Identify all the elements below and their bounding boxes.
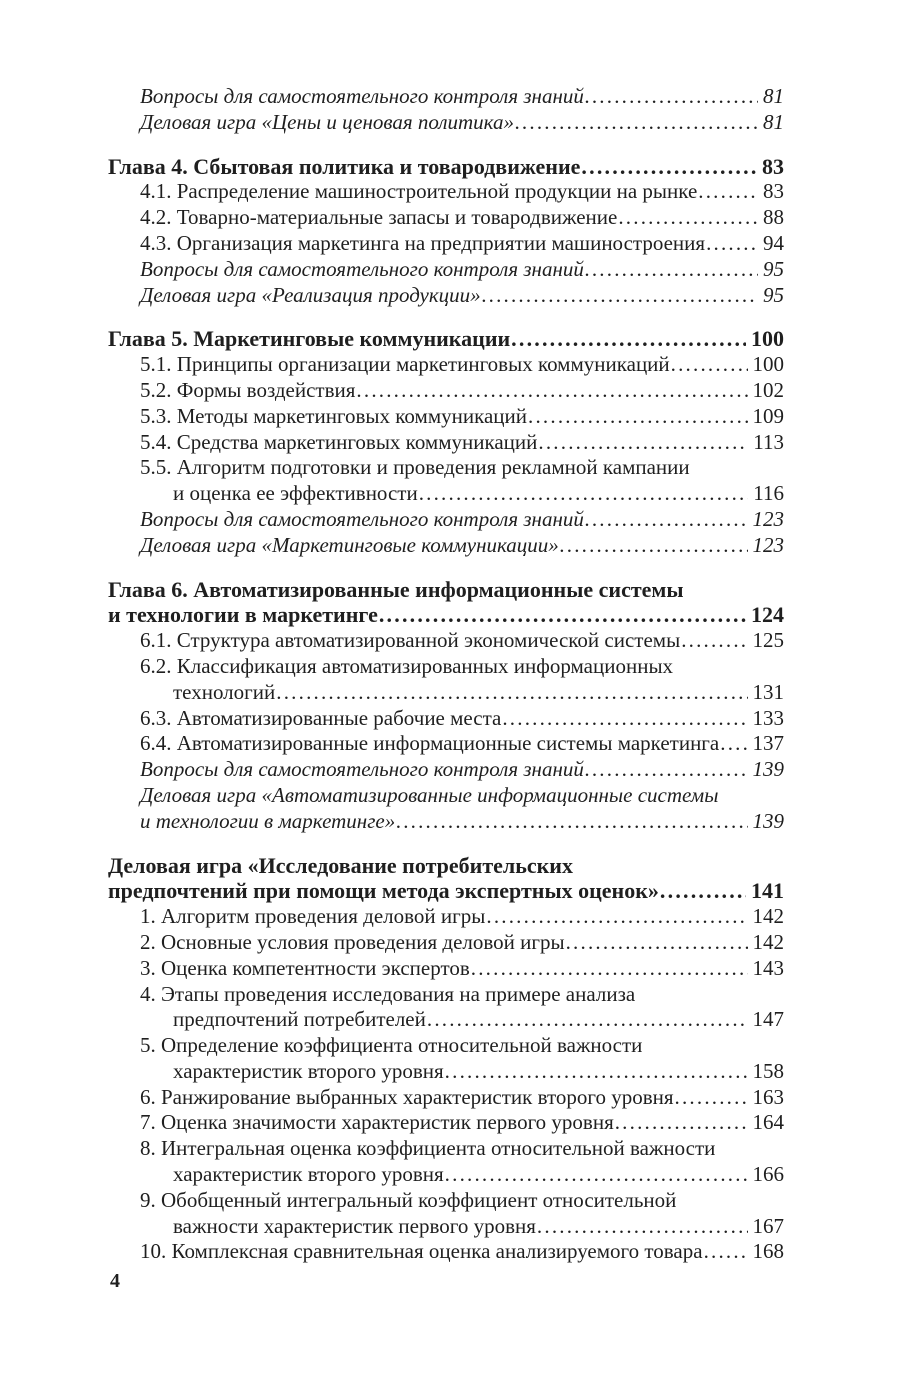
toc-entry-text: 3. Оценка компетентности экспертов [140, 955, 470, 980]
toc-chapter-heading-continuation [108, 602, 784, 628]
toc-entry [108, 231, 784, 257]
toc-entry [108, 757, 784, 783]
dot-leader [510, 326, 746, 352]
toc-entry [108, 179, 784, 205]
toc-entry [108, 783, 784, 809]
toc-chapter-heading [108, 577, 784, 603]
toc-entry-page: 137 [752, 731, 784, 756]
toc-entry-text: Деловая игра «Цены и ценовая политика» [140, 109, 514, 134]
toc-entry [108, 430, 784, 456]
toc-entry-text: Вопросы для самостоятельного контроля знаний [140, 757, 584, 782]
toc-entry-text: Глава 5. Маркетинговые коммуникации [108, 326, 511, 352]
toc-entry-text: 5. Определение коэффициента относительной важности [140, 1033, 643, 1058]
toc-entry-page: 95 [763, 256, 784, 281]
table-of-contents [108, 84, 784, 1265]
toc-entry-page: 88 [763, 205, 784, 230]
toc-entry [108, 110, 784, 136]
dot-leader [705, 231, 758, 257]
toc-entry [108, 378, 784, 404]
toc-entry-text: и технологии в маркетинге [108, 602, 378, 628]
toc-entry-page: 124 [751, 602, 784, 628]
toc-entry-page: 102 [752, 377, 784, 402]
toc-entry [108, 283, 784, 309]
toc-entry-page: 81 [763, 109, 784, 134]
toc-section-heading [108, 853, 784, 879]
toc-entry-continuation [108, 481, 784, 507]
toc-entry-continuation [108, 1007, 784, 1033]
toc-entry-page: 143 [752, 955, 784, 980]
toc-entry-text: 4. Этапы проведения исследования на примере анализа [140, 981, 636, 1006]
toc-entry [108, 455, 784, 481]
toc-entry-page: 142 [752, 929, 784, 954]
page-number: 4 [110, 1270, 120, 1292]
toc-entry-text: 6.3. Автоматизированные рабочие места [140, 705, 502, 730]
toc-entry-page: 95 [763, 282, 784, 307]
toc-entry-continuation [108, 1162, 784, 1188]
toc-entry-text: Вопросы для самостоятельного контроля знаний [140, 506, 584, 531]
toc-entry-text: важности характеристик первого уровня [173, 1213, 536, 1238]
toc-entry-text: 6.1. Структура автоматизированной экономической системы [140, 628, 681, 653]
dot-leader [617, 205, 758, 231]
dot-leader [584, 507, 748, 533]
toc-entry [108, 956, 784, 982]
toc-entry-text: 8. Интегральная оценка коэффициента относительной важности [140, 1136, 716, 1161]
toc-entry [108, 1110, 784, 1136]
toc-entry-page: 94 [763, 230, 784, 255]
dot-leader [355, 378, 747, 404]
toc-entry-text: Деловая игра «Автоматизированные информационные системы [140, 782, 719, 807]
toc-entry-text: 5.4. Средства маркетинговых коммуникаций [140, 429, 538, 454]
dot-leader [580, 154, 757, 180]
toc-entry-text: Деловая игра «Исследование потребительских [108, 852, 573, 878]
toc-entry-text: 6. Ранжирование выбранных характеристик второго уровня [140, 1084, 674, 1109]
toc-entry-text: предпочтений при помощи метода экспертных оценок» [108, 878, 659, 904]
dot-leader [614, 1110, 748, 1136]
dot-leader [395, 809, 747, 835]
toc-entry-page: 125 [752, 628, 784, 653]
toc-entry [108, 904, 784, 930]
toc-entry-text: характеристик второго уровня [173, 1162, 444, 1187]
dot-leader [481, 283, 758, 309]
toc-entry [108, 982, 784, 1008]
dot-leader [485, 904, 747, 930]
toc-entry-text: Деловая игра «Маркетинговые коммуникации» [140, 532, 559, 557]
dot-leader [470, 956, 748, 982]
dot-leader [670, 352, 748, 378]
toc-entry-text: 4.2. Товарно-материальные запасы и товародвижение [140, 205, 618, 230]
toc-entry-continuation [108, 680, 784, 706]
toc-entry-text: 1. Алгоритм проведения деловой игры [140, 904, 486, 929]
toc-entry-page: 168 [752, 1239, 784, 1264]
toc-entry-text: 5.5. Алгоритм подготовки и проведения рекламной кампании [140, 455, 690, 480]
dot-leader [275, 680, 747, 706]
dot-leader [444, 1059, 748, 1085]
toc-entry-text: 5.2. Формы воздействия [140, 377, 356, 402]
toc-entry-text: 4.1. Распределение машиностроительной продукции на рынке [140, 179, 698, 204]
toc-entry-page: 141 [751, 878, 784, 904]
toc-entry-page: 142 [752, 904, 784, 929]
toc-entry-text: и оценка ее эффективности [173, 481, 418, 506]
toc-entry-text: 2. Основные условия проведения деловой игры [140, 929, 565, 954]
toc-entry-page: 131 [752, 679, 784, 704]
toc-entry-page: 113 [753, 429, 784, 454]
toc-entry [108, 654, 784, 680]
dot-leader [514, 110, 758, 136]
toc-entry [108, 1239, 784, 1265]
toc-entry-continuation [108, 1059, 784, 1085]
toc-entry-text: предпочтений потребителей [173, 1007, 426, 1032]
toc-entry [108, 731, 784, 757]
toc-entry-page: 123 [752, 532, 784, 557]
toc-entry-text: 5.1. Принципы организации маркетинговых коммуникаций [140, 352, 670, 377]
toc-entry-continuation [108, 809, 784, 835]
toc-entry-page: 164 [752, 1110, 784, 1135]
toc-entry-text: 9. Обобщенный интегральный коэффициент относительной [140, 1187, 677, 1212]
toc-entry-text: и технологии в маркетинге» [140, 808, 396, 833]
dot-leader [418, 481, 749, 507]
toc-entry [108, 352, 784, 378]
toc-entry-text: 7. Оценка значимости характеристик первого уровня [140, 1110, 614, 1135]
dot-leader [444, 1162, 748, 1188]
toc-entry-page: 133 [752, 705, 784, 730]
dot-leader [559, 533, 748, 559]
dot-leader [426, 1007, 748, 1033]
toc-entry [108, 205, 784, 231]
toc-entry [108, 706, 784, 732]
toc-entry [108, 84, 784, 110]
dot-leader [536, 1214, 748, 1240]
dot-leader [697, 179, 758, 205]
toc-entry-text: Вопросы для самостоятельного контроля знаний [140, 84, 584, 108]
dot-leader [537, 430, 748, 456]
toc-entry [108, 533, 784, 559]
toc-entry [108, 628, 784, 654]
toc-entry [108, 404, 784, 430]
toc-entry [108, 1085, 784, 1111]
dot-leader [719, 731, 747, 757]
toc-section-heading-continuation [108, 878, 784, 904]
toc-entry [108, 257, 784, 283]
dot-leader [659, 878, 746, 904]
toc-entry-text: Глава 6. Автоматизированные информационные системы [108, 576, 684, 602]
toc-entry-page: 166 [752, 1162, 784, 1187]
toc-entry-text: технологий [173, 679, 276, 704]
toc-entry-page: 123 [752, 506, 784, 531]
toc-entry-page: 139 [752, 808, 784, 833]
toc-entry-page: 116 [753, 481, 784, 506]
dot-leader [565, 930, 748, 956]
dot-leader [674, 1085, 748, 1111]
toc-entry [108, 1033, 784, 1059]
toc-entry-text: 6.4. Автоматизированные информационные системы маркетинга [140, 731, 720, 756]
toc-entry [108, 507, 784, 533]
toc-entry-page: 167 [752, 1213, 784, 1238]
toc-entry-page: 83 [762, 153, 784, 179]
dot-leader [680, 628, 747, 654]
toc-entry-text: 4.3. Организация маркетинга на предприятии машиностроения [140, 230, 706, 255]
toc-entry-text: Глава 4. Сбытовая политика и товародвижение [108, 153, 581, 179]
toc-entry-page: 83 [763, 179, 784, 204]
toc-entry-continuation [108, 1214, 784, 1240]
toc-entry-page: 81 [763, 84, 784, 108]
toc-entry-page: 158 [752, 1058, 784, 1083]
dot-leader [584, 84, 758, 110]
toc-entry-page: 139 [752, 757, 784, 782]
toc-entry-text: 6.2. Классификация автоматизированных информационных [140, 653, 674, 678]
dot-leader [703, 1239, 748, 1265]
toc-entry-text: 5.3. Методы маркетинговых коммуникаций [140, 403, 528, 428]
toc-entry [108, 930, 784, 956]
dot-leader [527, 404, 747, 430]
toc-chapter-heading [108, 326, 784, 352]
toc-entry-text: Вопросы для самостоятельного контроля знаний [140, 256, 584, 281]
toc-entry-text: 10. Комплексная сравнительная оценка анализируемого товара [140, 1239, 703, 1264]
dot-leader [501, 706, 747, 732]
toc-entry-text: характеристик второго уровня [173, 1058, 444, 1083]
toc-entry [108, 1136, 784, 1162]
toc-entry [108, 1188, 784, 1214]
toc-entry-text: Деловая игра «Реализация продукции» [140, 282, 481, 307]
toc-entry-page: 100 [751, 326, 784, 352]
toc-entry-page: 109 [752, 403, 784, 428]
toc-entry-page: 163 [752, 1084, 784, 1109]
toc-entry-page: 100 [752, 352, 784, 377]
toc-chapter-heading [108, 154, 784, 180]
toc-entry-page: 147 [752, 1007, 784, 1032]
dot-leader [378, 602, 746, 628]
dot-leader [584, 257, 758, 283]
dot-leader [584, 757, 748, 783]
